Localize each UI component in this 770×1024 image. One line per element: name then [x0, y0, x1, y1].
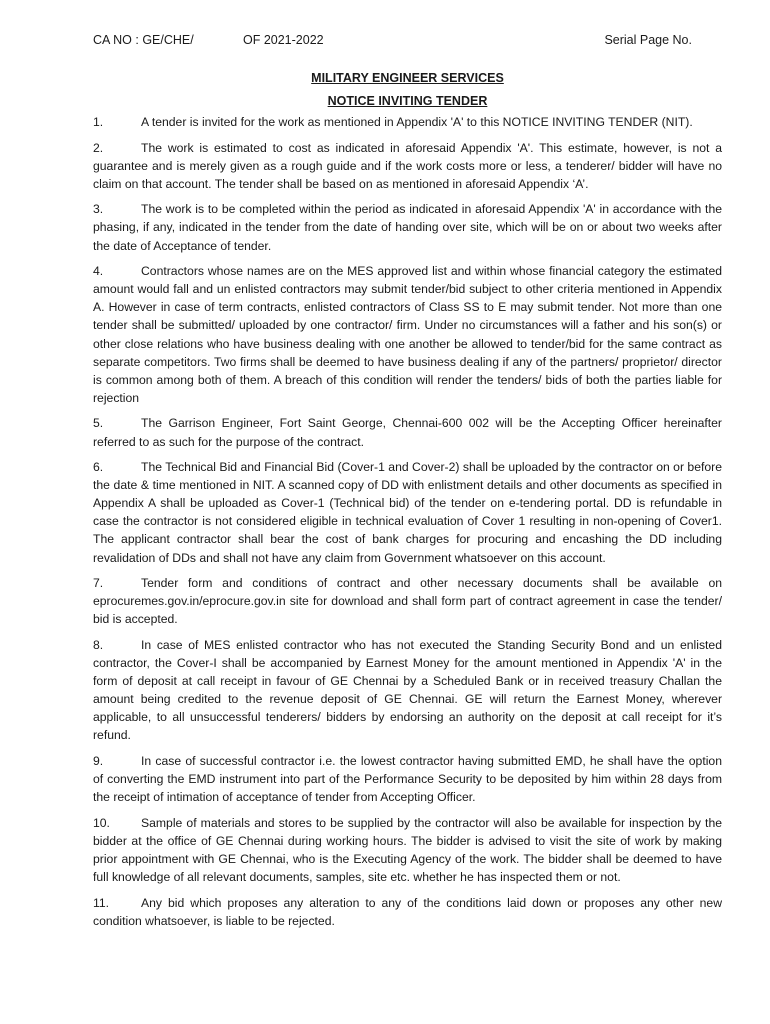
- paragraph-2: [93, 139, 722, 193]
- serial-page-number: Serial Page No.: [604, 33, 692, 47]
- paragraph-number: 1.: [93, 115, 104, 129]
- paragraph-text: Sample of materials and stores to be supplied by the contractor will also be available for inspection by the bidder at the office of GE Chennai during working hours. The bidder is advised to visit the site of work by making prior appointment with GE Chennai, who is the Executing Agency of the work. The bidder shall be deemed to have full knowledge of all relevant documents, samples, site etc. whether he has inspected them or not.: [93, 815, 722, 885]
- document-body: [93, 113, 722, 937]
- paragraph-7: [93, 574, 722, 628]
- paragraph-number: 10.: [93, 815, 110, 830]
- paragraph-text: In case of MES enlisted contractor who has not executed the Standing Security Bond and un enlisted contractor, the Cover-I shall be accompanied by Earnest Money for the amount mentioned in Appendix 'A' in the form of deposit at call receipt in favour of GE Chennai by a Scheduled Bank or in received treasury Challan the amount being credited to the revenue deposit of GE Chennai. GE will return the Earnest Money, wherever applicable, to all unsuccessful tenderers/ bidders by endorsing an authority on the deposit at call receipt for it’s refund.: [93, 637, 722, 743]
- paragraph-text: Tender form and conditions of contract and other necessary documents shall be available on eprocuremes.gov.in/eprocure.gov.in site for download and shall form part of contract agreement in case the tender/ bid is accepted.: [93, 576, 722, 627]
- paragraph-number: 6.: [93, 460, 104, 475]
- paragraph-10: [93, 814, 722, 886]
- paragraph-number: 2.: [93, 140, 104, 155]
- paragraph-text: In case of successful contractor i.e. the lowest contractor having submitted EMD, he shall have the option of converting the EMD instrument into part of the Performance Security to be deposited by him within 28 days from the receipt of intimation of acceptance of tender from Accepting Officer.: [93, 754, 722, 805]
- paragraph-6: [93, 458, 722, 567]
- document-titles: [93, 67, 722, 113]
- paragraph-text: The work is estimated to cost as indicated in aforesaid Appendix 'A'. This estimate, however, is not a guarantee and is merely given as a rough guide and if the work costs more or less, a tenderer/ bidder will have no claim on that account. The tender shall be based on as mentioned in aforesaid Appendix ‘A’.: [93, 140, 722, 191]
- organization-title: MILITARY ENGINEER SERVICES: [311, 71, 504, 85]
- paragraph-text: The Garrison Engineer, Fort Saint George, Chennai-600 002 will be the Accepting Officer hereinafter referred to as such for the purpose of the contract.: [93, 416, 722, 449]
- paragraph-number: 3.: [93, 202, 104, 217]
- paragraph-text: The work is to be completed within the period as indicated in aforesaid Appendix 'A' in accordance with the phasing, if any, indicated in the tender from the date of handing over site, which will be on or about two weeks after the date of Acceptance of tender.: [93, 202, 722, 253]
- paragraph-1: [93, 113, 722, 131]
- notice-title: NOTICE INVITING TENDER: [327, 94, 488, 108]
- paragraph-9: [93, 752, 722, 806]
- paragraph-4: [93, 262, 722, 407]
- paragraph-number: 11.: [93, 895, 110, 910]
- paragraph-8: [93, 636, 722, 745]
- page-header: [93, 33, 692, 51]
- paragraph-text: Contractors whose names are on the MES approved list and within whose financial category the estimated amount would fall and un enlisted contractors may submit tender/bid subject to other criteria mentioned in Appendix A. However in case of term contracts, enlisted contractors of Class SS to E may submit tender. Not more than one tender shall be submitted/ uploaded by one contractor/ firm. Under no circumstances will a father and his son(s) or other close relations who have business dealing with one another be allowed to tender/bid for the same contract as separate competitors. Two firms shall be deemed to have business dealing if any of the partners/ proprietor/ director is common among both of them. A breach of this condition will render the tenders/ bids of both the parties liable for rejection: [93, 264, 722, 405]
- paragraph-5: [93, 414, 722, 450]
- paragraph-text: A tender is invited for the work as mentioned in Appendix 'A' to this NOTICE INVITING TENDER (NIT).: [141, 115, 693, 129]
- ca-number: CA NO : GE/CHE/: [93, 33, 194, 47]
- paragraph-11: [93, 894, 722, 930]
- paragraph-text: Any bid which proposes any alteration to any of the conditions laid down or proposes any other new condition whatsoever, is liable to be rejected.: [93, 895, 722, 928]
- paragraph-number: 4.: [93, 264, 104, 279]
- paragraph-number: 7.: [93, 576, 104, 591]
- paragraph-number: 5.: [93, 416, 104, 431]
- paragraph-number: 8.: [93, 637, 104, 652]
- paragraph-number: 9.: [93, 754, 104, 768]
- paragraph-text: The Technical Bid and Financial Bid (Cover-1 and Cover-2) shall be uploaded by the contractor on or before the date & time mentioned in NIT. A scanned copy of DD with enlistment details and other documents as specified in Appendix A shall be uploaded as Cover-1 (Technical bid) of the tender on e-tendering portal. DD is refundable in case the contractor is not considered eligible in technical evaluation of Cover 1 resulting in non-opening of Cover1. The applicant contractor shall bear the cost of bank charges for procuring and encashing the DD including revalidation of DDs and shall not have any claim from Government whatsoever on this account.: [93, 460, 722, 565]
- paragraph-3: [93, 200, 722, 254]
- contract-year: OF 2021-2022: [243, 33, 324, 47]
